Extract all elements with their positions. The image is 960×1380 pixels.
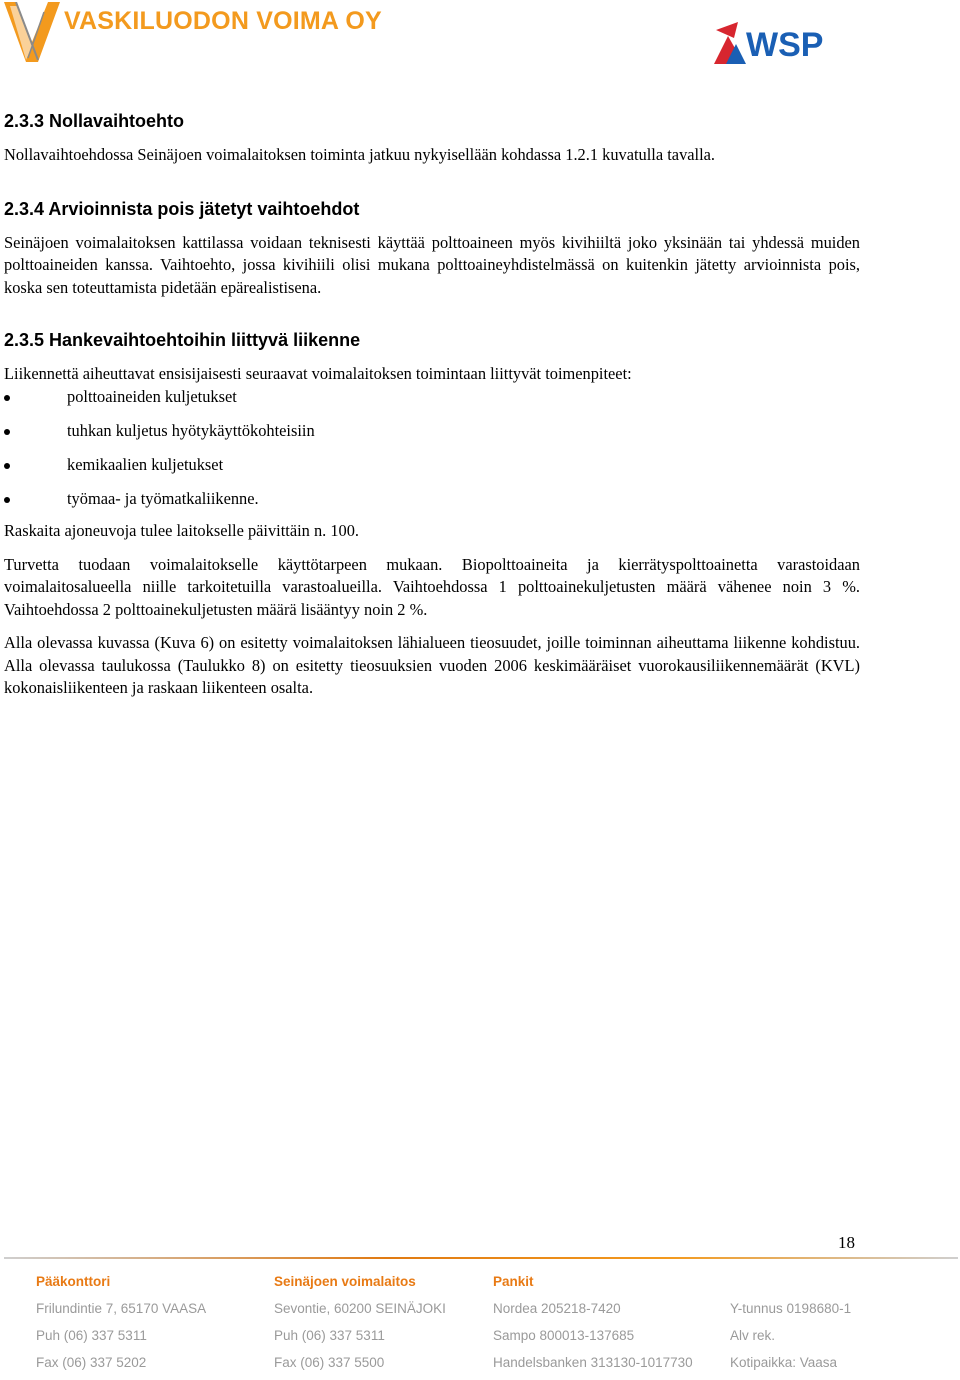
footer-bank: Sampo 800013-137685 <box>493 1328 635 1343</box>
footer-phone: Puh (06) 337 5311 <box>274 1328 385 1343</box>
bullet-icon <box>4 395 10 401</box>
paragraph-road-sections: Alla olevassa kuvassa (Kuva 6) on esitetty voimalaitoksen lähialueen tieosuudet, joille toiminnan aiheuttama liikenne kohdistuu. Alla olevassa taulukossa (Taulukko 8) on esitetty tieosuuksien vuoden 2006 keskimääräiset vuorokausiliikennemäärät (KVL) kokonaisliikenteen ja raskaan liikenteen osalta. <box>4 633 860 697</box>
footer-business-id: Y-tunnus 0198680-1 <box>730 1301 852 1316</box>
traffic-bullet-list <box>4 386 860 511</box>
paragraph-liikenne-intro: Liikennettä aiheuttavat ensisijaisesti seuraavat voimalaitoksen toimintaan liittyvät toimenpiteet: <box>4 364 632 383</box>
list-item <box>4 420 860 443</box>
list-item <box>4 454 860 477</box>
footer-heading: Pääkonttori <box>36 1274 111 1289</box>
footer-fax: Fax (06) 337 5202 <box>36 1355 147 1370</box>
bullet-icon <box>4 463 10 469</box>
wsp-logo-icon <box>712 18 852 66</box>
footer-address: Frilundintie 7, 65170 VAASA <box>36 1301 207 1316</box>
footer-heading: Pankit <box>493 1274 534 1289</box>
paragraph-nollavaihtoehto: Nollavaihtoehdossa Seinäjoen voimalaitoksen toiminta jatkuu nykyisellään kohdassa 1.2.1 kuvatulla tavalla. <box>4 145 716 164</box>
footer-heading <box>730 1272 851 1299</box>
heading-2-3-3: 2.3.3 Nollavaihtoehto <box>4 111 185 131</box>
list-item <box>4 386 860 409</box>
footer-column-head-office <box>36 1272 206 1380</box>
footer-vat: Alv rek. <box>730 1328 776 1343</box>
paragraph-arvioinnista: Seinäjoen voimalaitoksen kattilassa voidaan teknisesti käyttää polttoaineen myös kivihiiltä joko yksinään tai yhdessä muiden polttoaineiden kanssa. Vaihtoehto, jossa kivihiili olisi mukana polttoaineyhdistelmässä on kuitenkin jätetty arvioinnista pois, koska sen toteuttamista pidetään epärealistisena. <box>4 232 860 297</box>
list-item <box>4 488 860 511</box>
page-footer <box>0 1272 960 1372</box>
page-header <box>0 0 960 80</box>
document-body <box>4 110 860 700</box>
footer-column-company-info <box>730 1272 851 1380</box>
vaskiluoto-logo-icon <box>4 2 60 64</box>
wsp-logo-text: WSP <box>746 26 824 64</box>
heading-2-3-5: 2.3.5 Hankevaihtoehtoihin liittyvä liikenne <box>4 330 361 350</box>
footer-heading: Seinäjoen voimalaitos <box>274 1274 416 1289</box>
paragraph-heavy-vehicles: Raskaita ajoneuvoja tulee laitokselle päivittäin n. 100. <box>4 521 360 540</box>
company-name: VASKILUODON VOIMA OY <box>64 7 382 35</box>
page-number: 18 <box>838 1233 855 1252</box>
footer-phone: Puh (06) 337 5311 <box>36 1328 147 1343</box>
footer-bank: Handelsbanken 313130-1017730 <box>493 1355 693 1370</box>
paragraph-fuel-transport: Turvetta tuodaan voimalaitokselle käyttötarpeen mukaan. Biopolttoaineita ja kierrätyspolttoainetta varastoidaan voimalaitosalueella niille tarkoitetuilla varastoalueilla. Vaihtoehdossa 1 polttoainekuljetusten määrä vähenee noin 3 %. Vaihtoehdossa 2 polttoainekuljetusten määrä lisääntyy noin 2 %. <box>4 554 860 619</box>
list-item-text: polttoaineiden kuljetukset <box>67 386 237 406</box>
footer-address: Sevontie, 60200 SEINÄJOKI <box>274 1301 446 1316</box>
heading-2-3-4: 2.3.4 Arvioinnista pois jätetyt vaihtoehdot <box>4 198 360 219</box>
footer-domicile: Kotipaikka: Vaasa <box>730 1355 838 1370</box>
footer-divider <box>4 1257 958 1259</box>
bullet-icon <box>4 497 10 503</box>
list-item-text: työmaa- ja työmatkaliikenne. <box>67 488 259 508</box>
footer-column-plant <box>274 1272 446 1380</box>
list-item-text: kemikaalien kuljetukset <box>67 454 224 474</box>
bullet-icon <box>4 429 10 435</box>
list-item-text: tuhkan kuljetus hyötykäyttökohteisiin <box>67 420 315 440</box>
footer-column-banks <box>493 1272 693 1380</box>
footer-fax: Fax (06) 337 5500 <box>274 1355 385 1370</box>
footer-bank: Nordea 205218-7420 <box>493 1301 621 1316</box>
